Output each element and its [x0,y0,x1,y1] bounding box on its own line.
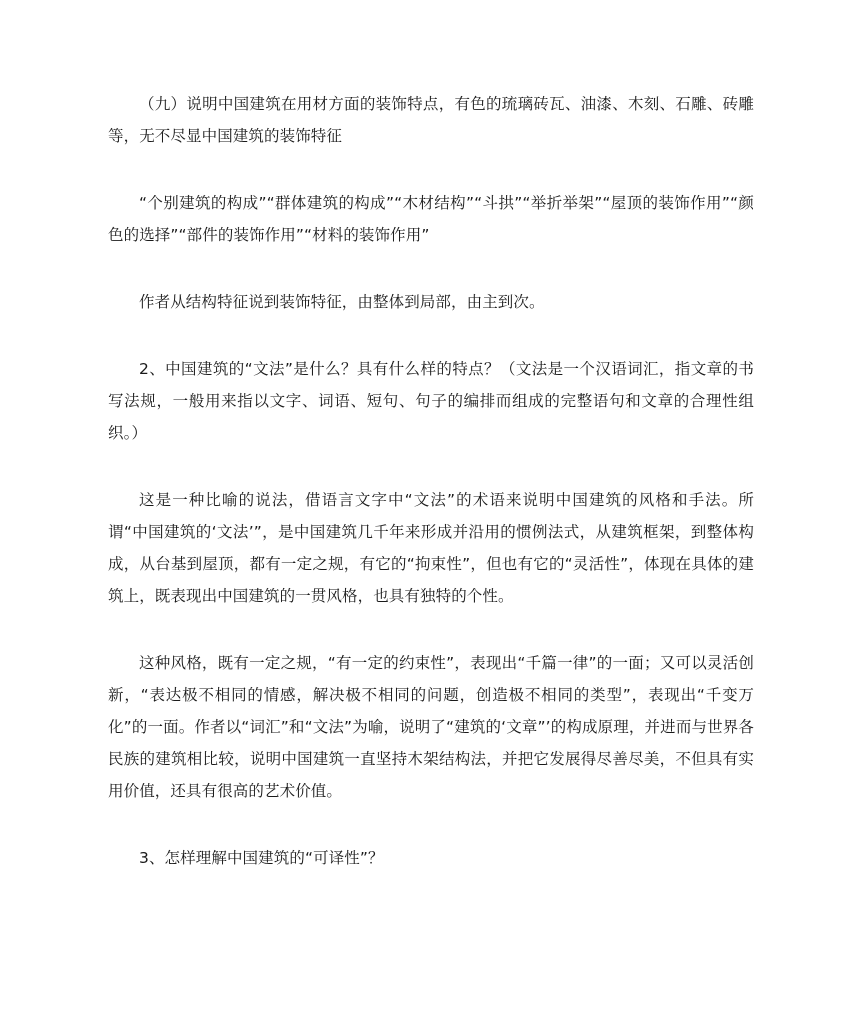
paragraph-quoted-terms: “个别建筑的构成”“群体建筑的构成”“木材结构”“斗拱”“举折举架”“屋顶的装饰作用”“颜色的选择”“部件的装饰作用”“材料的装饰作用” [108,194,754,244]
paragraph-grammar-metaphor: 这是一种比喻的说法，借语言文字中“文法”的术语来说明中国建筑的风格和手法。所谓“中国建筑的‘文法’”，是中国建筑几千年来形成并沿用的惯例法式，从建筑框架，到整体构成，从台基到屋顶，都有一定之规，有它的“拘束性”，但也有它的“灵活性”，体现在具体的建筑上，既表现出中国建筑的一贯风格，也具有独特的个性。 [108,491,754,605]
paragraph-structure-summary: 作者从结构特征说到装饰特征，由整体到局部，由主到次。 [139,293,545,311]
document-body [108,88,754,909]
paragraph-decoration-materials: （九）说明中国建筑在用材方面的装饰特点，有色的琉璃砖瓦、油漆、木刻、石雕、砖雕等，无不尽显中国建筑的装饰特征 [108,95,754,145]
paragraph-question-grammar: 2、中国建筑的“文法”是什么？具有什么样的特点？（文法是一个汉语词汇，指文章的书写法规，一般用来指以文字、词语、短句、句子的编排而组成的完整语句和文章的合理性组织。） [108,360,754,442]
paragraph-question-translatability: 3、怎样理解中国建筑的“可译性”？ [139,849,384,867]
paragraph-style-analysis: 这种风格，既有一定之规，“有一定的约束性”，表现出“千篇一律”的一面；又可以灵活创新，“表达极不相同的情感，解决极不相同的问题，创造极不相同的类型”，表现出“千变万化”的一面。作者以“词汇”和“文法”为喻，说明了“建筑的‘文章”’的构成原理，并进而与世界各民族的建筑相比较，说明中国建筑一直坚持木架结构法，并把它发展得尽善尽美，不但具有实用价值，还具有很高的艺术价值。 [108,654,754,800]
